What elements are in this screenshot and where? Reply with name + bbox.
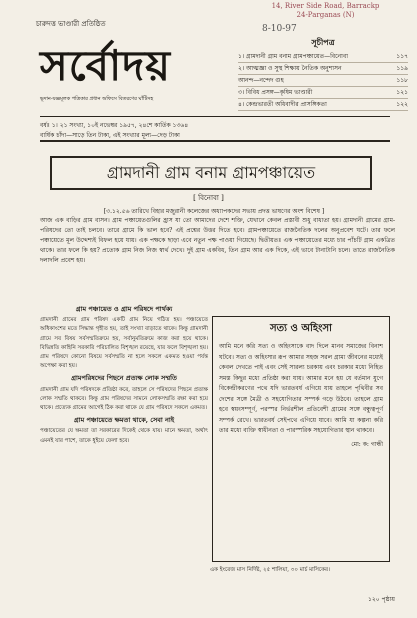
footnote: এক ইংরেজ মাস নির্দিষ্ট, ২৫ শালিয়া, ৩০ মার্চ মাসিকের।: [210, 567, 330, 573]
page-reference: ১২০ পৃষ্ঠায়: [368, 596, 395, 603]
section-text: পঞ্চায়েতের যে ক্ষমতা তা সরকারের দিকেই থেকে যায়। মানে ক্ষমতা, অর্থাৎ এমনই যার পাশে, তাকে ধুইয়ে ফেলা হবে।: [40, 428, 208, 444]
toc-title: সূচীপত্র: [311, 37, 335, 47]
stamp-number: 8-10-97: [262, 24, 297, 34]
quote-text: আমি মনে করি সত্য ও অহিংসাকে বাদ দিলে মানব সমাজের বিনাশ ঘটবে। সত্য ও অহিংসার রূপ আমার সহজ সরল গ্রাম্য জীবনের মধ্যেই কেবল দেখতে পাই এবং সেই সারল্য চরকায় এবং চরকার মধ্যে নিহিত সমস্ত কিছুর মধ্যে প্রতিষ্ঠা করা যায়। আমার মনে হয় যে বর্তমান যুগে বিকেন্দ্রীকরণের পথে যদি ভারতবর্ষ এগিয়ে যায় তাহলে পৃথিবীর সব দেশের সঙ্গে মৈত্রী ও সহযোগিতার সম্পর্ক গড়ে উঠবে। তাহলে গ্রাম হবে স্বয়ংসম্পূর্ণ, পরস্পর নির্ভরশীল প্রতিবেশী গ্রামের সঙ্গে বন্ধুত্বপূর্ণ সম্পর্ক রেখে। ভারতবর্ষ সেইপথে এগিয়ে যাবে। আমি যা কল্পনা করি তার মধ্যে ব্যক্তি স্বাধীনতা ও পারস্পরিক সহযোগিতার স্থান থাকবে।: [219, 343, 383, 434]
table-of-contents: [238, 38, 408, 111]
masthead-title: সর্বোদয়: [40, 41, 171, 90]
issue-info: বর্ষঃ ১। ২১ সংখ্যা, ১০ই নভেম্বর ১৯৫৭, ২৪শে কার্তিক ১৩৬৪: [40, 122, 189, 129]
article-headline: গ্রামদানী গ্রাম বনাম গ্রামপঞ্চায়েত: [50, 156, 372, 190]
publisher-line: চারুদত্ত ভাণ্ডারী প্রতিষ্ঠিত: [36, 20, 106, 28]
library-stamp: [238, 2, 413, 20]
stamp-line-district: 24-Parganas (N): [296, 11, 355, 19]
article-intro: আজ এক বাড়ির গ্রাম বাসন। গ্রাম পঞ্চায়েতগুলির হ্রাস যা তো আমাদের দেশে শক্তি, যেখানে কেবল প্রস্তাবী শুধু বাধ্যতা হয়। গ্রামদানী গ্রামের গ্রাম-পরিষদের তো তাই চলবে। তারে গ্রামে কি ভাল হবে? এই প্রশ্নের উত্তর দিতে হবে। গ্রামপঞ্চায়েতে রাজনৈতিক দলের অনুপ্রবেশ ঘটে। তার ফলে পঞ্চায়েতে মূল উদ্দেশ্যই বিফল হয়ে যায়। এক পক্ষকে ছাড়া এবে নতুন পক্ষ পাওয়া গিয়েছে। দ্বিতীয়তঃ এক পঞ্চায়েতের মধ্যে চার পাঁচটি গ্রাম একত্রিত থাকে। তার ফলে কি হয়? প্রত্যেক গ্রাম নিজ নিজ স্বার্থ দেখে। দুই গ্রাম একবিধ, তিন গ্রাম আর এক দিকে, এই ভাবে টানাটানি চলে। তাতে রাজনৈতিক দলাদলি প্রবেশ হয়।: [40, 217, 395, 264]
quote-box: [212, 316, 390, 562]
section-heading: গ্রাম পঞ্চায়েত ও গ্রাম পরিষদে পার্থক্য: [75, 305, 173, 313]
section-heading: গ্রামপরিষদের পিছনে প্রত্যক্ষ লোক সম্মতি: [71, 374, 177, 383]
article-byline: [ বিনোবা ]: [193, 194, 224, 202]
toc-item: ৪। কেন্দ্রভারতী অধিবাদীর প্রাসঙ্গিকতা ১২২: [238, 99, 408, 111]
section-heading: গ্রাম পঞ্চায়েতে ক্ষমতা থাকে, সেবা নাই: [73, 416, 175, 425]
price-info: বার্ষিক চাঁদা—সাড়ে তিন টাকা, এই সংখ্যার মূল্য—দেড় টাকা: [40, 132, 180, 139]
divider: [40, 140, 390, 142]
section-text: গ্রামদানী গ্রাম যদি পরিষদকে প্রতিষ্ঠা করে, তাহলে সে পরিষদের পিছনে প্রত্যক্ষ লোক সম্মতি থাকবে। কিন্তু গ্রাম পরিষদের সামনে লোকসম্মতি রক্ষা করা হয়ে থাকে। প্রত্যেক গ্রামের আগেই ঠিক করা থাকে যে গ্রাম পরিষদে সকলে একমত।: [40, 386, 208, 412]
masthead-tagline: ভূদান-যজ্ঞমূলক পত্রিকার প্রধান অফিসে বিতরণের ঘাঁটিসহ: [40, 96, 154, 102]
toc-item: ১। গ্রামদানী গ্রাম বনাম গ্রামপঞ্চায়েত—বিনোবা ১১৭: [238, 51, 408, 63]
quote-title: সত্য ও অহিংসা: [270, 323, 332, 334]
toc-item: আনন্দ—নন্দেদ গুহ ১১৮: [238, 75, 408, 87]
toc-item: ২। আত্মজ্ঞা ও সুস্থ শিক্ষায় নৈতিক অনুশাসন ১১৯: [238, 63, 408, 75]
article-column: [40, 302, 208, 446]
toc-item: ৩। বিবিধ প্রসঙ্গ—কৃষিম ভাণ্ডারী ১২১: [238, 87, 408, 99]
quote-signature: মো: ক: গান্ধী: [351, 440, 383, 448]
divider: [40, 116, 390, 117]
stamp-line-address: 14, River Side Road, Barrackp: [271, 2, 380, 10]
article-subhead: [৩.১২.৫৬ তারিখে বিহার মজুরানী কলেজের অধ্যাপকদের সভায় প্রদত্ত ভাষণের অংশ বিশেষ ]: [103, 208, 325, 215]
section-text: গ্রামদানী গ্রামের গ্রাম পরিষদ একটি গ্রাম নিয়ে গঠিত হয়। পঞ্চায়েতে অধিকাংশের মতে সিদ্ধান্ত গৃহীত হয়, তাই সংখ্যা বাড়াতে থাকে। কিন্তু গ্রামদানী গ্রামে সব বিষয় সর্বসম্মতিক্রমে হয়, সর্বানুমতিক্রমে কাজ করা হয়ে থাকে। বিভিন্নতি কাহিনি সরকারি পরিচালিত বিশৃঙ্খল রয়েছে, যার ফলে বিশৃঙ্খলা হয়। গ্রাম পরিষদে কোনো বিষয়ে সর্বসম্মতি না হলে সকলে একমত হওয়া পর্যন্ত অপেক্ষা করা হয়।: [40, 317, 208, 370]
